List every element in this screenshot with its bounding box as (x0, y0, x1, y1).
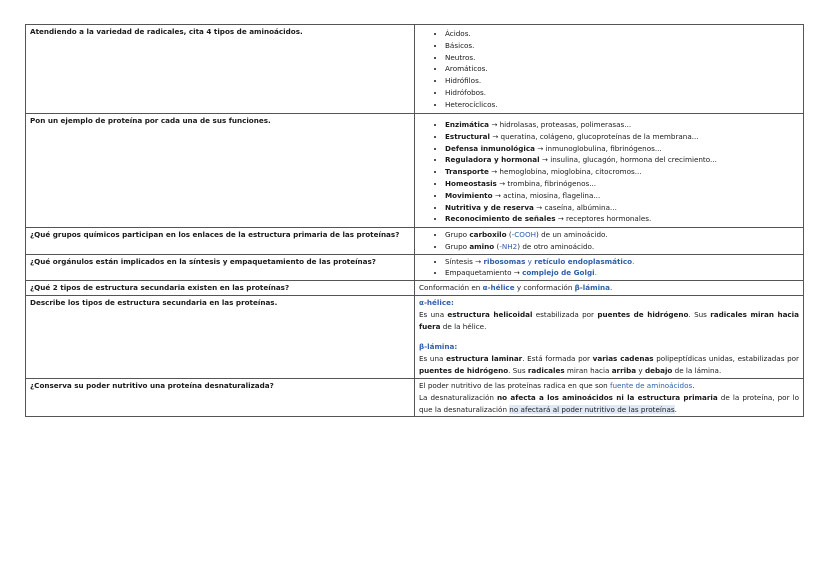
list-item: • Nutritiva y de reserva → caseína, albúmina... (445, 202, 799, 214)
list-item: • Hidrófobos. (445, 87, 799, 99)
list-item: • Movimiento → actina, miosina, flagelina... (445, 190, 799, 202)
answer-list (419, 119, 799, 225)
answer-paragraph: El poder nutritivo de las proteínas radica en que son fuente de aminoácidos. (419, 380, 695, 390)
table-row (26, 295, 804, 378)
list-item: • Estructural → queratina, colágeno, glucoproteínas de la membrana... (445, 131, 799, 143)
answer-cell (415, 295, 804, 378)
beta-sheet-text: Es una estructura laminar. Está formada por varias cadenas polipeptídicas unidas, estabilizadas por puentes de hidrógeno. Sus radicales miran hacia arriba y debajo de la lámina. (419, 354, 799, 375)
list-item: • Heterocíclicos. (445, 99, 799, 111)
answer-cell (415, 114, 804, 228)
question-cell: Describe los tipos de estructura secundaria en las proteínas. (26, 295, 415, 378)
table-row (26, 378, 804, 416)
answer-cell (415, 228, 804, 255)
answer-cell (415, 254, 804, 281)
list-item: • Transporte → hemoglobina, mioglobina, citocromos... (445, 166, 799, 178)
list-item: • Reconocimiento de señales → receptores hormonales. (445, 213, 799, 225)
question-cell: ¿Conserva su poder nutritivo una proteína desnaturalizada? (26, 378, 415, 416)
list-item: • Aromáticos. (445, 63, 799, 75)
answer-cell (415, 25, 804, 114)
question-cell: ¿Qué 2 tipos de estructura secundaria existen en las proteínas? (26, 281, 415, 296)
list-item: • Ácidos. (445, 28, 799, 40)
list-item: • Grupo amino (-NH2) de otro aminoácido. (445, 241, 799, 253)
list-item: • Empaquetamiento → complejo de Golgi. (445, 267, 799, 279)
list-item: • Hidrófilos. (445, 75, 799, 87)
list-item: • Básicos. (445, 40, 799, 52)
qa-table (25, 24, 804, 417)
answer-paragraph: La desnaturalización no afecta a los aminoácidos ni la estructura primaria de la proteína, por lo que la desnaturalización no afectará al poder nutritivo de las proteínas. (419, 392, 799, 414)
question-cell: Pon un ejemplo de proteína por cada una de sus funciones. (26, 114, 415, 228)
question-cell: ¿Qué orgánulos están implicados en la síntesis y empaquetamiento de las proteínas? (26, 254, 415, 281)
alpha-helix-title: α-hélice: (419, 297, 454, 307)
question-cell: ¿Qué grupos químicos participan en los enlaces de la estructura primaria de las proteínas? (26, 228, 415, 255)
list-item: • Reguladora y hormonal → insulina, glucagón, hormona del crecimiento... (445, 154, 799, 166)
list-item: • Enzimática → hidrolasas, proteasas, polimerasas... (445, 119, 799, 131)
list-item: • Neutros. (445, 52, 799, 64)
answer-list (419, 28, 799, 111)
answer-cell: Conformación en α-hélice y conformación β-lámina. (415, 281, 804, 296)
table-row (26, 254, 804, 281)
table-row (26, 281, 804, 296)
list-item: • Síntesis → ribosomas y retículo endoplasmático. (445, 256, 799, 268)
answer-cell (415, 378, 804, 416)
answer-list (419, 256, 799, 280)
list-item: • Defensa inmunológica → inmunoglobulina, fibrinógenos... (445, 143, 799, 155)
question-cell: Atendiendo a la variedad de radicales, cita 4 tipos de aminoácidos. (26, 25, 415, 114)
answer-list (419, 229, 799, 253)
alpha-helix-text: Es una estructura helicoidal estabilizada por puentes de hidrógeno. Sus radicales miran hacia fuera de la hélice. (419, 309, 799, 331)
table-row (26, 25, 804, 114)
beta-sheet-title: β-lámina: (419, 342, 458, 352)
table-row (26, 228, 804, 255)
list-item: • Grupo carboxilo (-COOH) de un aminoácido. (445, 229, 799, 241)
table-row (26, 114, 804, 228)
list-item: • Homeostasis → trombina, fibrinógenos... (445, 178, 799, 190)
